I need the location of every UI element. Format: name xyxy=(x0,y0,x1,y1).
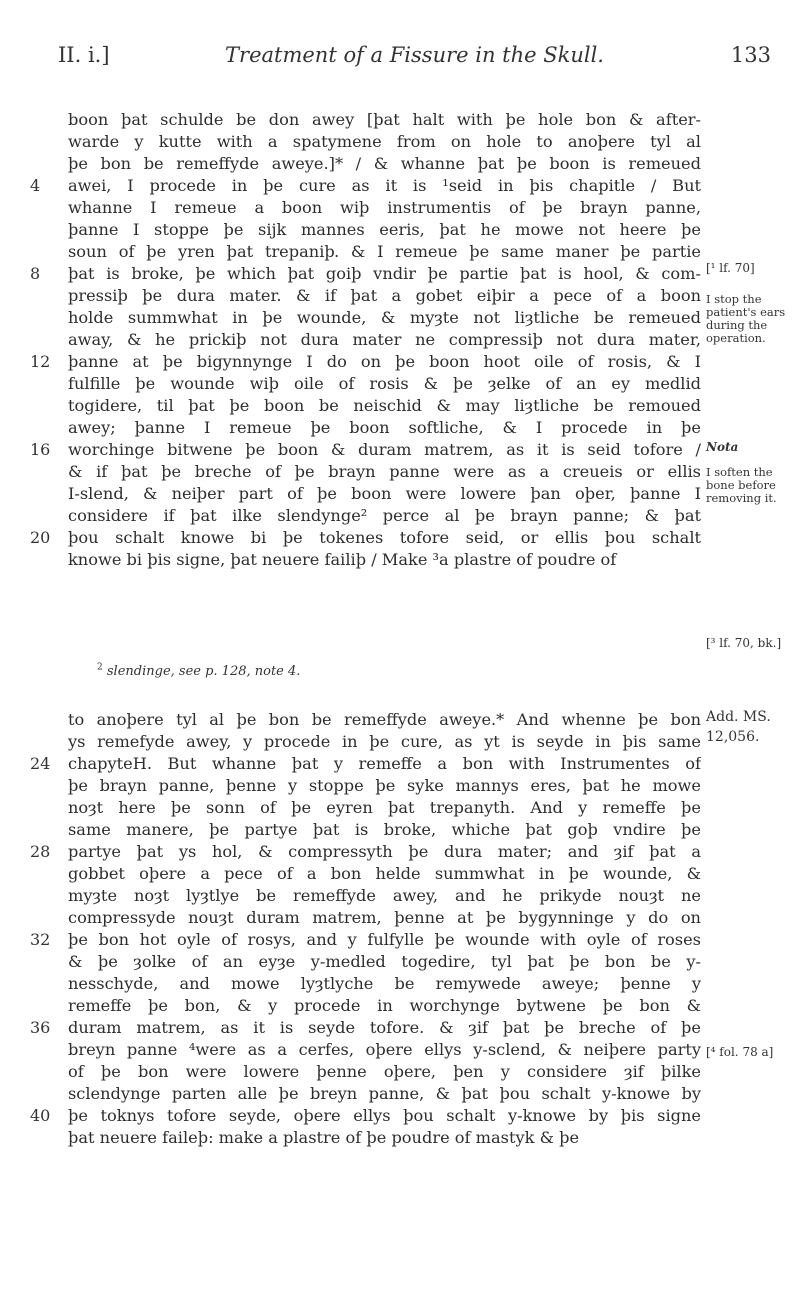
text-line: to anoþere tyl al þe bon be remeffyde aweye.* And whenne þe bon xyxy=(68,710,701,729)
text-line: away, & he prickiþ not dura mater ne compressiþ not dura mater, xyxy=(68,330,701,349)
margin-note-line: bone before xyxy=(706,478,776,492)
main-text-block xyxy=(68,109,701,571)
margin-nota: Nota xyxy=(706,440,739,454)
line-number: 4 xyxy=(30,176,41,195)
margin-note-line: I soften the xyxy=(706,465,773,479)
running-title: Treatment of a Fissure in the Skull. xyxy=(225,43,604,67)
text-line: & þe ȝolke of an eyȝe y-medled togedire, tyl þat þe bon be y- xyxy=(68,952,701,971)
text-line: þou schalt knowe bi þe tokenes tofore seid, or ellis þou schalt xyxy=(68,528,701,547)
chapter-reference: II. i.] xyxy=(58,43,110,67)
text-line: ys remefyde awey, y procede in þe cure, as yt is seyde in þis same xyxy=(68,732,701,751)
text-line: worchinge bitwene þe boon & duram matrem, as it is seid tofore / xyxy=(68,440,701,459)
footnote xyxy=(97,663,701,681)
text-line: nesschyde, and mowe lyȝtlyche be remywede aweye; þenne y xyxy=(68,974,701,993)
text-line: boon þat schulde be don awey [þat halt with þe hole bon & after- xyxy=(68,110,701,129)
text-line: knowe bi þis signe, þat neuere failiþ / Make ³a plastre of poudre of xyxy=(68,550,617,569)
text-line: awey; þanne I remeue þe boon softliche, & I procede in þe xyxy=(68,418,701,437)
text-line: þat is broke, þe which þat goiþ vndir þe partie þat is hool, & com- xyxy=(68,264,701,283)
margin-note-soften-bone xyxy=(706,466,801,505)
margin-ref-leaf-70-back: [³ lf. 70, bk.] xyxy=(706,636,782,650)
text-line: þe bon be remeffyde aweye.]* / & whanne þat þe boon is remeued xyxy=(68,154,701,173)
text-line: soun of þe yren þat trepaniþ. & I remeue þe same maner þe partie xyxy=(68,242,701,261)
page-number: 133 xyxy=(730,43,771,67)
margin-add-ms-line: Add. MS. xyxy=(706,709,771,725)
add-ms-text-block xyxy=(68,709,701,1149)
footnote-text: slendinge, see p. 128, note 4. xyxy=(106,664,301,679)
text-line: þe bon hot oyle of rosys, and y fulfylle þe wounde with oyle of roses xyxy=(68,930,701,949)
margin-note-line: patient's ears xyxy=(706,305,786,319)
text-line: myȝte noȝt lyȝtlye be remeffyde awey, and he prikyde nouȝt ne xyxy=(68,886,701,905)
margin-note-line: during the xyxy=(706,318,768,332)
line-number: 32 xyxy=(30,930,51,949)
text-line: holde summwhat in þe wounde, & myȝte not liȝtliche be remeued xyxy=(68,308,701,327)
line-number: 12 xyxy=(30,352,51,371)
text-line: partye þat ys hol, & compressyth þe dura mater; and ȝif þat a xyxy=(68,842,701,861)
text-line: whanne I remeue a boon wiþ instrumentis of þe brayn panne, xyxy=(68,198,701,217)
text-line: same manere, þe partye þat is broke, whiche þat goþ vndire þe xyxy=(68,820,701,839)
text-line: remeffe þe bon, & y procede in worchynge bytwene þe bon & xyxy=(68,996,701,1015)
text-line: awei, I procede in þe cure as it is ¹seid in þis chapitle / But xyxy=(68,176,701,195)
line-number: 16 xyxy=(30,440,51,459)
margin-ref-leaf-70: [¹ lf. 70] xyxy=(706,261,755,275)
text-line: þanne I stoppe þe sijk mannes eeris, þat he mowe not heere þe xyxy=(68,220,701,239)
text-line: þe brayn panne, þenne y stoppe þe syke mannys eres, þat he mowe xyxy=(68,776,701,795)
text-line: noȝt here þe sonn of þe eyren þat trepanyth. And y remeffe þe xyxy=(68,798,701,817)
margin-note-line: removing it. xyxy=(706,491,777,505)
line-number: 20 xyxy=(30,528,51,547)
line-number: 36 xyxy=(30,1018,51,1037)
line-number: 28 xyxy=(30,842,51,861)
margin-add-ms-line: 12,056. xyxy=(706,729,760,745)
margin-note-stop-ears xyxy=(706,293,801,345)
text-line: chapyteH. But whanne þat y remeffe a bon with Instrumentes of xyxy=(68,754,701,773)
text-line: breyn panne ⁴were as a cerfes, oþere ellys y-sclend, & neiþere party xyxy=(68,1040,701,1059)
running-header xyxy=(58,40,771,76)
margin-note-line: I stop the xyxy=(706,292,762,306)
text-line: sclendynge parten alle þe breyn panne, & þat þou schalt y-knowe by xyxy=(68,1084,701,1103)
text-line: considere if þat ilke slendynge² perce al þe brayn panne; & þat xyxy=(68,506,701,525)
line-number: 40 xyxy=(30,1106,51,1125)
text-line: þe toknys tofore seyde, oþere ellys þou schalt y-knowe by þis signe xyxy=(68,1106,701,1125)
text-line: I-slend, & neiþer part of þe boon were lowere þan oþer, þanne I xyxy=(68,484,701,503)
footnote-number: 2 xyxy=(97,662,103,673)
line-number: 8 xyxy=(30,264,41,283)
text-line: þat neuere faileþ: make a plastre of þe poudre of mastyk & þe xyxy=(68,1128,580,1147)
text-line: of þe bon were lowere þenne oþere, þen y considere ȝif þilke xyxy=(68,1062,701,1081)
text-line: gobbet oþere a pece of a bon helde summwhat in þe wounde, & xyxy=(68,864,701,883)
text-line: togidere, til þat þe boon be neischid & may liȝtliche be remoued xyxy=(68,396,701,415)
text-line: pressiþ þe dura mater. & if þat a gobet eiþir a pece of a boon xyxy=(68,286,701,305)
text-line: compressyde nouȝt duram matrem, þenne at þe bygynninge y do on xyxy=(68,908,701,927)
text-line: warde y kutte with a spatymene from on hole to anoþere tyl al xyxy=(68,132,701,151)
margin-add-ms-reference xyxy=(706,707,801,747)
line-number: 24 xyxy=(30,754,51,773)
margin-note-line: operation. xyxy=(706,331,766,345)
text-line: & if þat þe breche of þe brayn panne were as a creueis or ellis xyxy=(68,462,701,481)
text-line: þanne at þe bigynnynge I do on þe boon hoot oile of rosis, & I xyxy=(68,352,701,371)
text-line: fulfille þe wounde wiþ oile of rosis & þe ȝelke of an ey medlid xyxy=(68,374,701,393)
text-line: duram matrem, as it is seyde tofore. & ȝif þat þe breche of þe xyxy=(68,1018,701,1037)
margin-ref-folio-78: [⁴ fol. 78 a] xyxy=(706,1045,774,1059)
